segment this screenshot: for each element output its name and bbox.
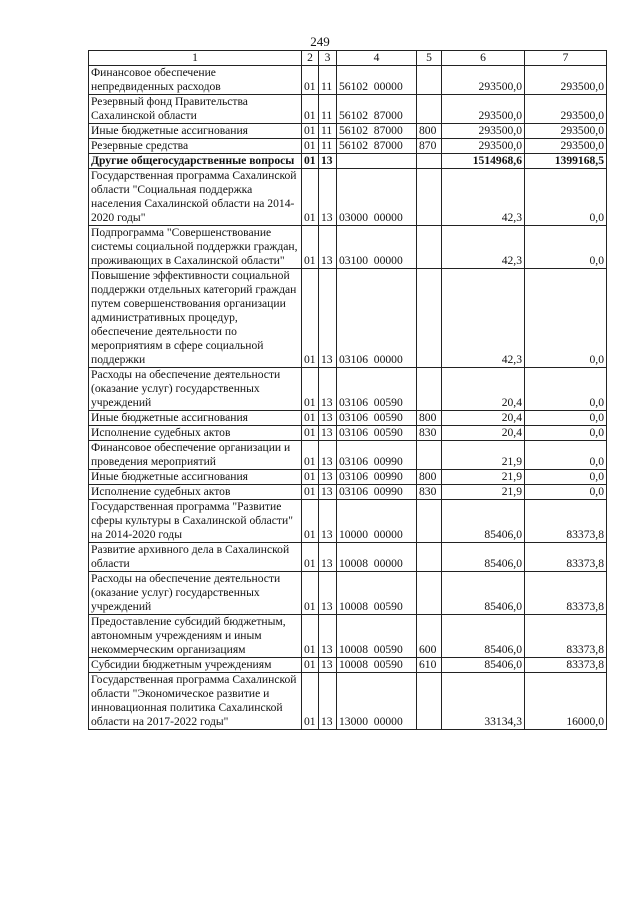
table-row [89,154,607,169]
row-expense-type-cell [417,500,442,543]
row-target-article-cell: 56102 87000 [337,95,417,124]
row-section-cell: 01 [302,269,319,368]
row-subsection-cell: 13 [319,169,337,226]
header-col-3: 3 [319,51,337,66]
table-row [89,269,607,368]
table-row [89,95,607,124]
row-expense-type-cell: 600 [417,615,442,658]
row-section-cell: 01 [302,470,319,485]
table-row [89,615,607,658]
row-target-article-cell: 03106 00990 [337,441,417,470]
row-expense-type-cell: 610 [417,658,442,673]
row-name-cell: Предоставление субсидий бюджетным, автономным учреждениям и иным некоммерческим организациям [89,615,302,658]
row-name-cell: Резервный фонд Правительства Сахалинской области [89,95,302,124]
row-amount-2-cell: 293500,0 [525,95,607,124]
row-subsection-cell: 13 [319,572,337,615]
row-amount-2-cell: 0,0 [525,269,607,368]
row-subsection-cell: 13 [319,426,337,441]
row-subsection-cell: 11 [319,66,337,95]
row-target-article-cell: 10008 00590 [337,658,417,673]
row-amount-1-cell: 293500,0 [442,95,525,124]
row-expense-type-cell [417,226,442,269]
row-name-cell: Резервные средства [89,139,302,154]
row-name-cell: Иные бюджетные ассигнования [89,411,302,426]
row-section-cell: 01 [302,411,319,426]
page-number: 249 [310,34,330,49]
row-target-article-cell: 56102 87000 [337,139,417,154]
row-target-article-cell: 03100 00000 [337,226,417,269]
row-amount-2-cell: 0,0 [525,441,607,470]
row-subsection-cell: 13 [319,470,337,485]
row-expense-type-cell: 830 [417,485,442,500]
row-amount-1-cell: 85406,0 [442,572,525,615]
row-amount-1-cell: 85406,0 [442,543,525,572]
row-amount-1-cell: 42,3 [442,226,525,269]
header-col-7: 7 [525,51,607,66]
row-expense-type-cell [417,154,442,169]
row-name-cell: Исполнение судебных актов [89,426,302,441]
header-col-2: 2 [302,51,319,66]
row-section-cell: 01 [302,572,319,615]
row-amount-1-cell: 42,3 [442,169,525,226]
row-section-cell: 01 [302,673,319,730]
row-expense-type-cell: 830 [417,426,442,441]
table-row [89,572,607,615]
row-amount-1-cell: 33134,3 [442,673,525,730]
table-row [89,658,607,673]
table-row [89,368,607,411]
row-subsection-cell: 13 [319,441,337,470]
row-section-cell: 01 [302,615,319,658]
table-row [89,500,607,543]
row-name-cell: Иные бюджетные ассигнования [89,124,302,139]
row-amount-2-cell: 83373,8 [525,543,607,572]
row-section-cell: 01 [302,368,319,411]
row-target-article-cell: 10008 00590 [337,572,417,615]
row-amount-2-cell: 83373,8 [525,572,607,615]
row-amount-2-cell: 0,0 [525,485,607,500]
row-name-cell: Расходы на обеспечение деятельности (оказание услуг) государственных учреждений [89,572,302,615]
row-name-cell: Государственная программа Сахалинской области "Социальная поддержка населения Сахалинской области на 2014-2020 годы" [89,169,302,226]
row-target-article-cell: 03106 00590 [337,426,417,441]
table-row [89,226,607,269]
row-subsection-cell: 13 [319,543,337,572]
row-amount-2-cell: 0,0 [525,426,607,441]
row-section-cell: 01 [302,169,319,226]
row-subsection-cell: 13 [319,658,337,673]
row-section-cell: 01 [302,543,319,572]
row-subsection-cell: 11 [319,95,337,124]
row-section-cell: 01 [302,500,319,543]
table-row [89,66,607,95]
row-target-article-cell: 10000 00000 [337,500,417,543]
row-amount-1-cell: 21,9 [442,441,525,470]
row-subsection-cell: 13 [319,154,337,169]
row-section-cell: 01 [302,95,319,124]
row-target-article-cell: 03106 00000 [337,269,417,368]
row-amount-2-cell: 0,0 [525,226,607,269]
row-name-cell: Государственная программа Сахалинской области "Экономическое развитие и инновационная политика Сахалинской области на 2017-2022 годы" [89,673,302,730]
row-name-cell: Исполнение судебных актов [89,485,302,500]
table-row [89,673,607,730]
row-amount-2-cell: 0,0 [525,169,607,226]
row-expense-type-cell [417,269,442,368]
row-expense-type-cell: 870 [417,139,442,154]
row-section-cell: 01 [302,485,319,500]
row-subsection-cell: 13 [319,411,337,426]
row-amount-1-cell: 293500,0 [442,139,525,154]
table-row [89,441,607,470]
row-amount-1-cell: 1514968,6 [442,154,525,169]
row-amount-1-cell: 21,9 [442,470,525,485]
row-subsection-cell: 13 [319,500,337,543]
table-header-row [89,51,607,66]
row-section-cell: 01 [302,226,319,269]
row-amount-2-cell: 0,0 [525,368,607,411]
row-name-cell: Финансовое обеспечение организации и проведения мероприятий [89,441,302,470]
row-amount-1-cell: 293500,0 [442,124,525,139]
row-amount-1-cell: 85406,0 [442,658,525,673]
row-name-cell: Развитие архивного дела в Сахалинской области [89,543,302,572]
table-row [89,139,607,154]
row-amount-1-cell: 42,3 [442,269,525,368]
row-expense-type-cell [417,95,442,124]
row-section-cell: 01 [302,658,319,673]
header-col-1: 1 [89,51,302,66]
table-row [89,411,607,426]
row-amount-2-cell: 83373,8 [525,615,607,658]
row-subsection-cell: 13 [319,368,337,411]
row-name-cell: Подпрограмма "Совершенствование системы социальной поддержки граждан, проживающих в Сахалинской области" [89,226,302,269]
row-target-article-cell [337,154,417,169]
row-section-cell: 01 [302,124,319,139]
row-amount-2-cell: 293500,0 [525,139,607,154]
row-amount-1-cell: 85406,0 [442,615,525,658]
row-subsection-cell: 13 [319,673,337,730]
row-target-article-cell: 03106 00990 [337,485,417,500]
row-expense-type-cell [417,169,442,226]
row-name-cell: Иные бюджетные ассигнования [89,470,302,485]
row-subsection-cell: 11 [319,124,337,139]
row-section-cell: 01 [302,66,319,95]
row-amount-2-cell: 83373,8 [525,500,607,543]
row-amount-2-cell: 0,0 [525,411,607,426]
row-section-cell: 01 [302,441,319,470]
row-amount-2-cell: 293500,0 [525,124,607,139]
table-row [89,543,607,572]
header-col-5: 5 [417,51,442,66]
row-name-cell: Расходы на обеспечение деятельности (оказание услуг) государственных учреждений [89,368,302,411]
row-amount-1-cell: 20,4 [442,368,525,411]
row-name-cell: Финансовое обеспечение непредвиденных расходов [89,66,302,95]
row-expense-type-cell: 800 [417,470,442,485]
table-row [89,470,607,485]
row-target-article-cell: 13000 00000 [337,673,417,730]
row-name-cell: Повышение эффективности социальной поддержки отдельных категорий граждан путем совершенствования организации административных процедур, обеспечение деятельности по мероприятиям в сфере социальной поддержки [89,269,302,368]
row-subsection-cell: 11 [319,139,337,154]
row-target-article-cell: 10008 00000 [337,543,417,572]
row-amount-2-cell: 16000,0 [525,673,607,730]
row-expense-type-cell [417,673,442,730]
header-col-6: 6 [442,51,525,66]
row-expense-type-cell: 800 [417,124,442,139]
row-section-cell: 01 [302,139,319,154]
table-row [89,124,607,139]
row-name-cell: Государственная программа "Развитие сферы культуры в Сахалинской области" на 2014-2020 годы [89,500,302,543]
row-amount-1-cell: 20,4 [442,426,525,441]
row-expense-type-cell [417,66,442,95]
header-col-4: 4 [337,51,417,66]
row-target-article-cell: 56102 87000 [337,124,417,139]
row-target-article-cell: 03000 00000 [337,169,417,226]
row-section-cell: 01 [302,426,319,441]
row-subsection-cell: 13 [319,226,337,269]
row-expense-type-cell [417,543,442,572]
table-row [89,169,607,226]
row-amount-2-cell: 83373,8 [525,658,607,673]
row-amount-1-cell: 20,4 [442,411,525,426]
row-amount-1-cell: 85406,0 [442,500,525,543]
row-name-cell: Субсидии бюджетным учреждениям [89,658,302,673]
row-target-article-cell: 03106 00590 [337,411,417,426]
row-section-cell: 01 [302,154,319,169]
row-subsection-cell: 13 [319,269,337,368]
row-expense-type-cell [417,572,442,615]
row-expense-type-cell: 800 [417,411,442,426]
row-target-article-cell: 56102 00000 [337,66,417,95]
row-target-article-cell: 03106 00590 [337,368,417,411]
row-amount-2-cell: 0,0 [525,470,607,485]
table-row [89,426,607,441]
row-subsection-cell: 13 [319,615,337,658]
row-amount-1-cell: 21,9 [442,485,525,500]
budget-table [88,50,607,730]
row-subsection-cell: 13 [319,485,337,500]
row-amount-2-cell: 293500,0 [525,66,607,95]
row-expense-type-cell [417,441,442,470]
row-expense-type-cell [417,368,442,411]
row-target-article-cell: 10008 00590 [337,615,417,658]
row-target-article-cell: 03106 00990 [337,470,417,485]
row-amount-1-cell: 293500,0 [442,66,525,95]
table-row [89,485,607,500]
row-amount-2-cell: 1399168,5 [525,154,607,169]
row-name-cell: Другие общегосударственные вопросы [89,154,302,169]
